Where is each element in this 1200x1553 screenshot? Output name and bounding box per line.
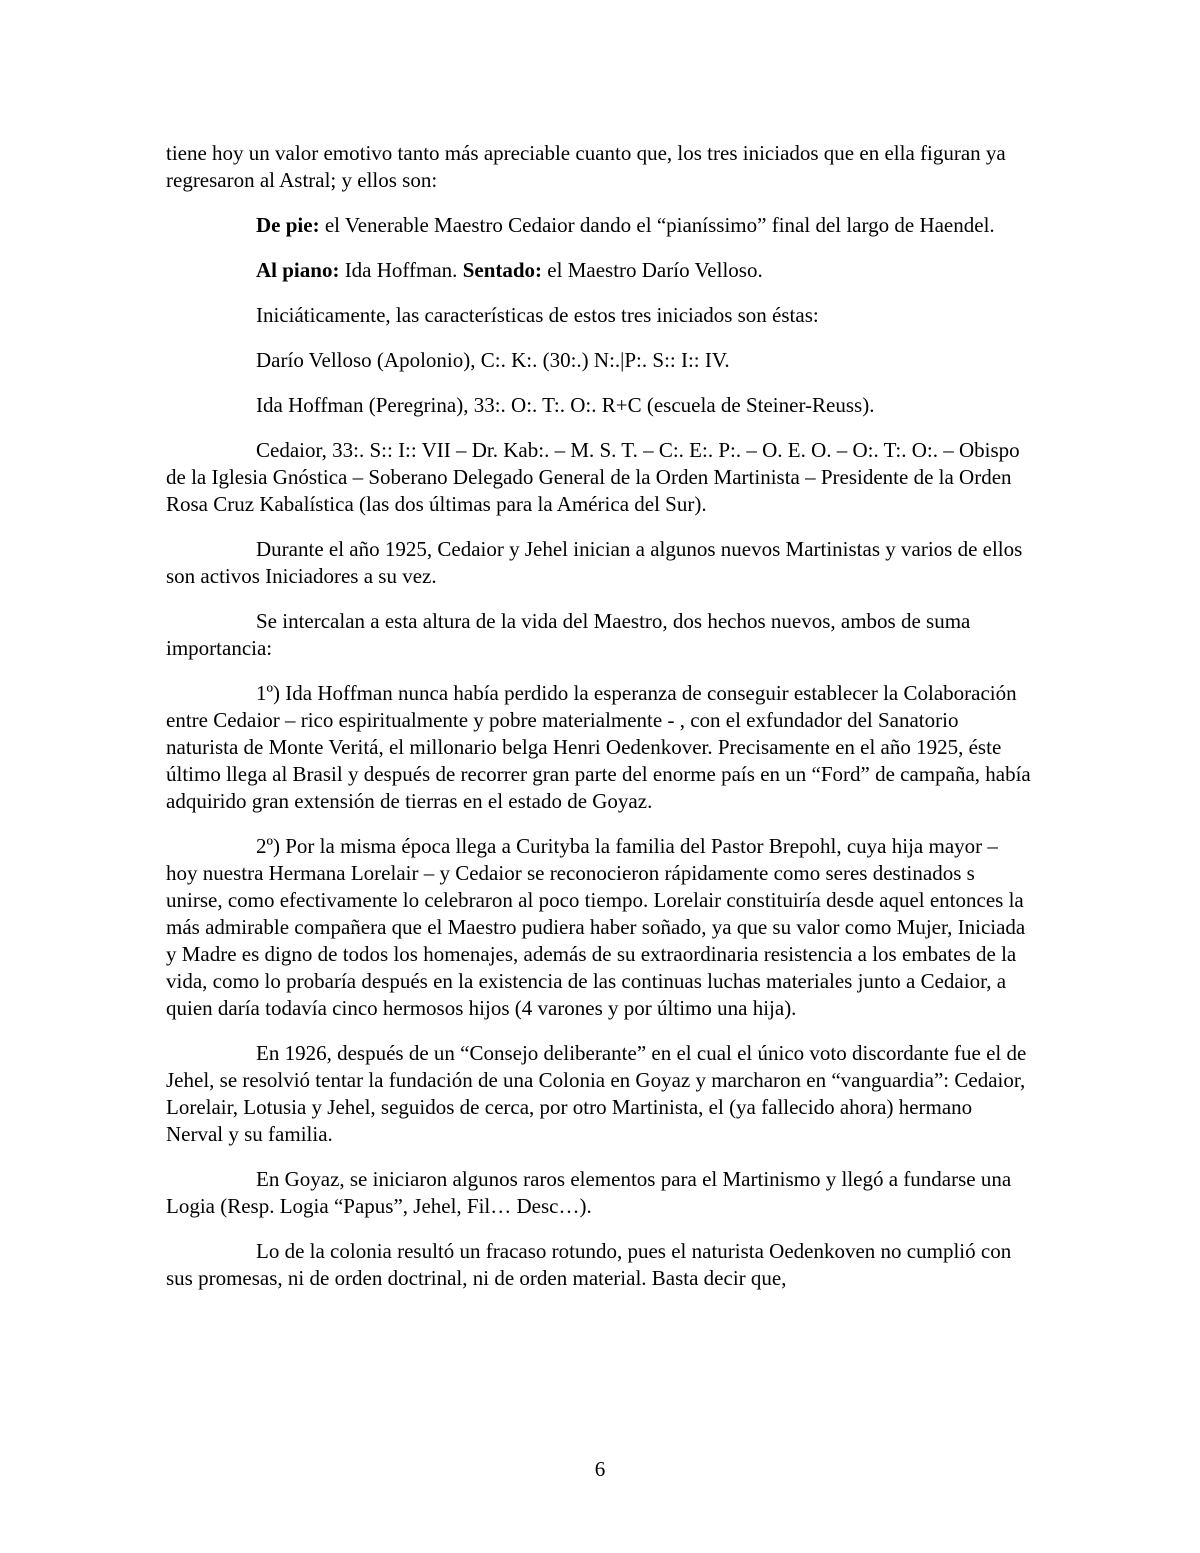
- paragraph-4-text: Iniciáticamente, las características de estos tres iniciados son éstas:: [256, 303, 819, 327]
- paragraph-9-text: Se intercalan a esta altura de la vida del Maestro, dos hechos nuevos, ambos de suma importancia:: [166, 609, 971, 660]
- paragraph-5: [166, 347, 1034, 374]
- paragraph-14-text: Lo de la colonia resultó un fracaso rotundo, pues el naturista Oedenkoven no cumplió con sus promesas, ni de orden doctrinal, ni de orden material. Basta decir que,: [166, 1239, 1012, 1290]
- paragraph-1-text: tiene hoy un valor emotivo tanto más apreciable cuanto que, los tres iniciados que en ella figuran ya regresaron al Astral; y ellos son:: [166, 141, 1006, 192]
- paragraph-3: [166, 257, 1034, 284]
- paragraph-4: [166, 302, 1034, 329]
- paragraph-6-text: Ida Hoffman (Peregrina), 33:. O:. T:. O:. R+C (escuela de Steiner-Reuss).: [256, 393, 875, 417]
- paragraph-13: [166, 1166, 1034, 1220]
- page-number: 6: [594, 1457, 606, 1481]
- paragraph-6: [166, 392, 1034, 419]
- paragraph-2: [166, 212, 1034, 239]
- paragraph-10-text: 1º) Ida Hoffman nunca había perdido la esperanza de conseguir establecer la Colaboración entre Cedaior – rico espiritualmente y pobre materialmente - , con el exfundador del Sanatorio naturista de Monte Veritá, el millonario belga Henri Oedenkover. Precisamente en el año 1925, éste último llega al Brasil y después de recorrer gran parte del enorme país en un “Ford” de campaña, había adquirido gran extensión de tierras en el estado de Goyaz.: [166, 681, 1031, 813]
- paragraph-11-text: 2º) Por la misma época llega a Curityba la familia del Pastor Brepohl, cuya hija mayor – hoy nuestra Hermana Lorelair – y Cedaior se reconocieron rápidamente como seres destinados s unirse, como efectivamente lo celebraron al poco tiempo. Lorelair constituiría desde aquel entonces la más admirable compañera que el Maestro pudiera haber soñado, ya que su valor como Mujer, Iniciada y Madre es digno de todos los homenajes, además de su extraordinaria resistencia a los embates de la vida, como lo probaría después en la existencia de las continuas luchas materiales junto a Cedaior, a quien daría todavía cinco hermosos hijos (4 varones y por último una hija).: [166, 834, 1026, 1020]
- paragraph-12: [166, 1040, 1034, 1148]
- label-al-piano: Al piano:: [256, 258, 340, 282]
- paragraph-3-text-1: Ida Hoffman.: [339, 258, 463, 282]
- label-sentado: Sentado:: [462, 258, 543, 282]
- paragraph-8: [166, 536, 1034, 590]
- paragraph-11: [166, 833, 1034, 1022]
- paragraph-7-text: Cedaior, 33:. S:: I:: VII – Dr. Kab:. – M. S. T. – C:. E:. P:. – O. E. O. – O:. T:. O:. – Obispo de la Iglesia Gnóstica – Soberano Delegado General de la Orden Martinista – Presidente de la Orden Rosa Cruz Kabalística (las dos últimas para la América del Sur).: [166, 438, 1020, 516]
- paragraph-12-text: En 1926, después de un “Consejo deliberante” en el cual el único voto discordante fue el de Jehel, se resolvió tentar la fundación de una Colonia en Goyaz y marcharon en “vanguardia”: Cedaior, Lorelair, Lotusia y Jehel, seguidos de cerca, por otro Martinista, el (ya fallecido ahora) hermano Nerval y su familia.: [166, 1041, 1027, 1146]
- document-body: [166, 140, 1034, 1310]
- label-de-pie: De pie:: [256, 213, 320, 237]
- paragraph-10: [166, 680, 1034, 815]
- paragraph-2-text: el Venerable Maestro Cedaior dando el “pianíssimo” final del largo de Haendel.: [319, 213, 995, 237]
- paragraph-9: [166, 608, 1034, 662]
- paragraph-13-text: En Goyaz, se iniciaron algunos raros elementos para el Martinismo y llegó a fundarse una Logia (Resp. Logia “Papus”, Jehel, Fil… Desc…).: [166, 1167, 1012, 1218]
- paragraph-7: [166, 437, 1034, 518]
- paragraph-14: [166, 1238, 1034, 1292]
- paragraph-3-text-2: el Maestro Darío Velloso.: [542, 258, 763, 282]
- paragraph-8-text: Durante el año 1925, Cedaior y Jehel inician a algunos nuevos Martinistas y varios de ellos son activos Iniciadores a su vez.: [166, 537, 1023, 588]
- paragraph-1: [166, 140, 1034, 194]
- paragraph-5-text: Darío Velloso (Apolonio), C:. K:. (30:.) N:.|P:. S:: I:: IV.: [256, 348, 730, 372]
